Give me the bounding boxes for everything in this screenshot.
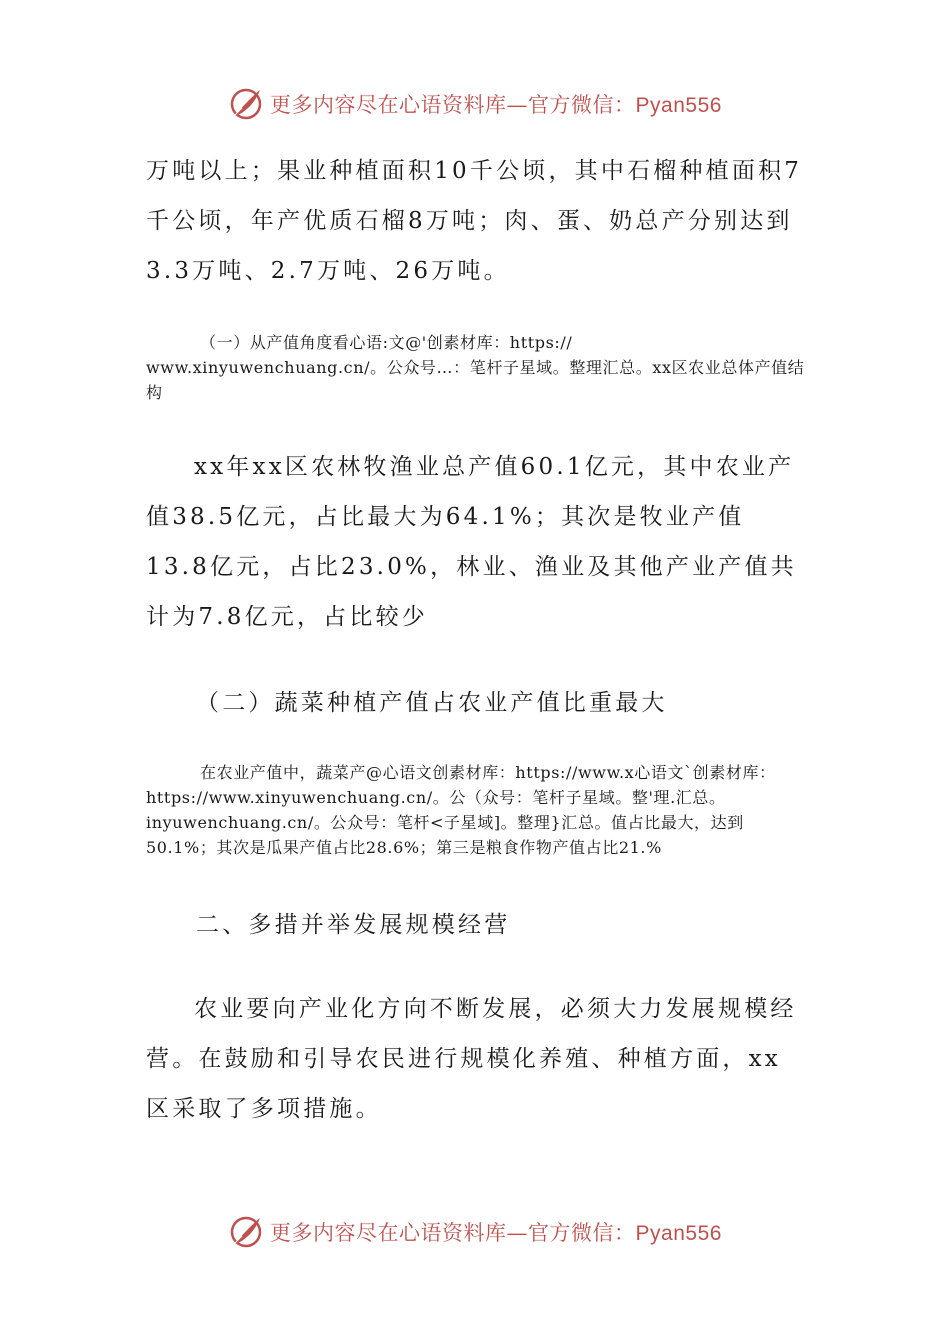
quill-pen-logo-icon	[228, 1214, 264, 1250]
paragraph-yield-stats: 万吨以上；果业种植面积10千公顷，其中石榴种植面积7千公顷，年产优质石榴8万吨；肉、蛋、奶总产分别达到3.3万吨、2.7万吨、26万吨。	[146, 158, 803, 284]
note-output-value-structure: （一）从产值角度看心语:文@'创素材库：https:// www.xinyuwenchuang.cn/。公众号…：笔杆子星域。整理汇总。xx区农业总体产值结构	[146, 333, 805, 402]
paragraph-scale-measures: 农业要向产业化方向不断发展，必须大力发展规模经营。在鼓励和引导农民进行规模化养殖、种植方面，xx区采取了多项措施。	[146, 996, 797, 1122]
section-heading-vegetables: （二）蔬菜种植产值占农业产值比重最大	[196, 690, 668, 716]
section-heading-scale-operation: 二、多措并举发展规模经营	[196, 912, 511, 938]
banner-text: 更多内容尽在心语资料库—官方微信：Pyan556	[270, 1221, 722, 1245]
paragraph-total-output: xx年xx区农林牧渔业总产值60.1亿元，其中农业产值38.5亿元，占比最大为64.1%；其次是牧业产值13.8亿元，占比23.0%，林业、渔业及其他产业产值共计为7.8亿元，占比较少	[146, 454, 797, 630]
banner-text: 更多内容尽在心语资料库—官方微信：Pyan556	[270, 93, 722, 117]
quill-pen-logo-icon	[228, 86, 264, 122]
header-banner	[0, 84, 950, 124]
footer-banner	[0, 1212, 950, 1252]
note-vegetable-output: 在农业产值中，蔬菜产@心语文创素材库：https://www.x心语文`创素材库：https://www.xinyuwenchuang.cn/。公（众号：笔杆子星域。整'理.汇总。inyuwenchuang.cn/。公众号：笔杆<子星域]。整理}汇总。值占比最大，达到50.1%；其次是瓜果产值占比28.6%；第三是粮食作物产值占比21.%	[146, 763, 776, 857]
